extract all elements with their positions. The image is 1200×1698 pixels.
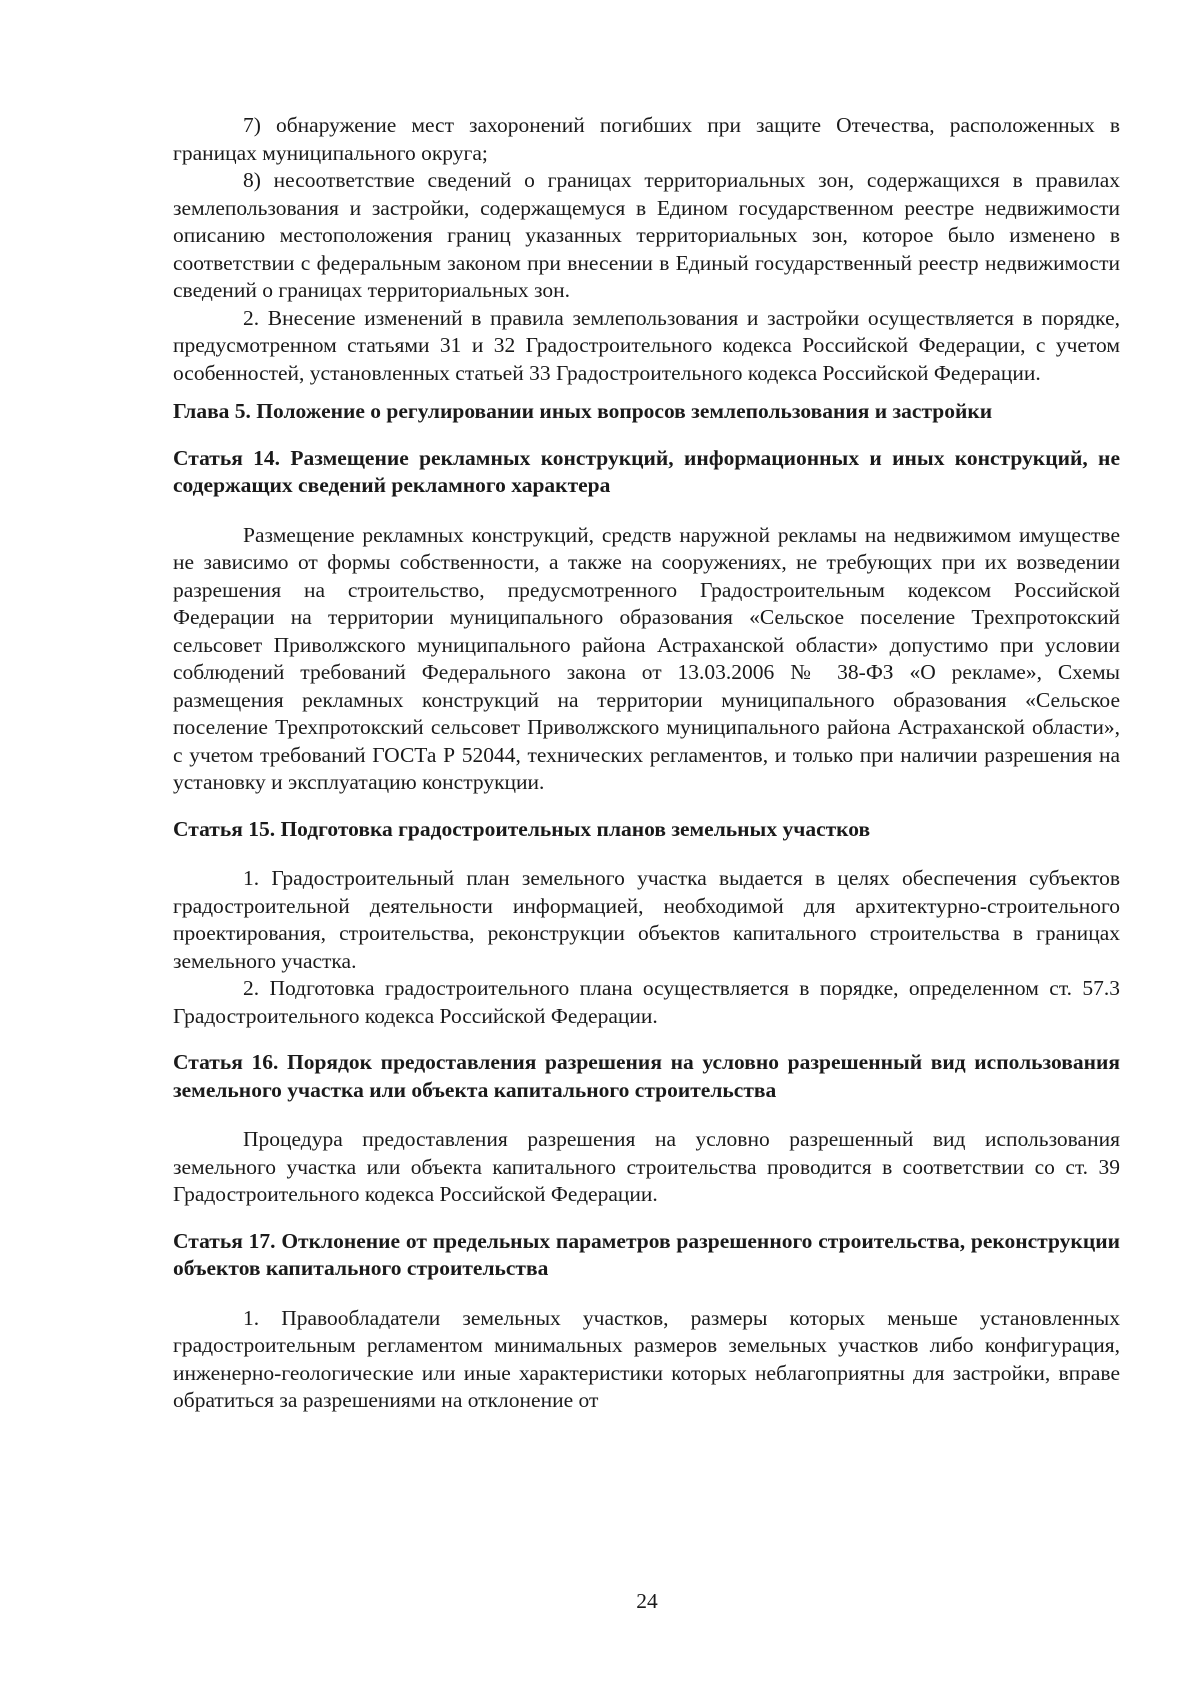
article-14-body: Размещение рекламных конструкций, средств наружной рекламы на недвижимом имуществе не зависимо от формы собственности, а также на сооружениях, не требующих при их возведении разрешения на строительство, предусмотренного Градостроительным кодексом Российской Федерации на территории муниципального образования «Сельское поселение Трехпротокский сельсовет Приволжского муниципального района Астраханской области» допустимо при условии соблюдений требований Федерального закона от 13.03.2006 № 38-ФЗ «О рекламе», Схемы размещения рекламных конструкций на территории муниципального образования «Сельское поселение Трехпротокский сельсовет Приволжского муниципального района Астраханской области», с учетом требований ГОСТа Р 52044, технических регламентов, и только при наличии разрешения на установку и эксплуатацию конструкции.	[173, 522, 1120, 794]
article-14-title: Статья 14. Размещение рекламных конструкций, информационных и иных конструкций, не содержащих сведений рекламного характера	[173, 445, 1120, 497]
paragraph-2-amendments: 2. Внесение изменений в правила землепользования и застройки осуществляется в порядке, предусмотренном статьями 31 и 32 Градостроительного кодекса Российской Федерации, с учетом особенностей, установленных статьей 33 Градостроительного кодекса Российской Федерации.	[173, 305, 1120, 385]
chapter-5-title: Глава 5. Положение о регулировании иных вопросов землепользования и застройки	[173, 399, 993, 423]
article-17-title: Статья 17. Отклонение от предельных параметров разрешенного строительства, реконструкции объектов капитального строительства	[173, 1228, 1120, 1280]
article-15-paragraph-2: 2. Подготовка градостроительного плана осуществляется в порядке, определенном ст. 57.3 Градостроительного кодекса Российской Федерации.	[173, 976, 1120, 1028]
page-number: 24	[636, 1589, 658, 1613]
paragraph-item-7: 7) обнаружение мест захоронений погибших при защите Отечества, расположенных в границах муниципального округа;	[173, 113, 1120, 165]
document-page	[173, 112, 1120, 1415]
paragraph-item-8: 8) несоответствие сведений о границах территориальных зон, содержащихся в правилах землепользования и застройки, содержащемуся в Едином государственном реестре недвижимости описанию местоположения границ указанных территориальных зон, которое было изменено в соответствии с федеральным законом при внесении в Единый государственный реестр недвижимости сведений о границах территориальных зон.	[173, 168, 1120, 302]
article-15-paragraph-1: 1. Градостроительный план земельного участка выдается в целях обеспечения субъектов градостроительной деятельности информацией, необходимой для архитектурно-строительного проектирования, строительства, реконструкции объектов капитального строительства в границах земельного участка.	[173, 866, 1120, 973]
article-15-title: Статья 15. Подготовка градостроительных планов земельных участков	[173, 816, 871, 841]
article-16-body: Процедура предоставления разрешения на условно разрешенный вид использования земельного участка или объекта капитального строительства проводится в соответствии со ст. 39 Градостроительного кодекса Российской Федерации.	[173, 1127, 1120, 1206]
article-17-paragraph-1: 1. Правообладатели земельных участков, размеры которых меньше установленных градостроительным регламентом минимальных размеров земельных участков либо конфигурация, инженерно-геологические или иные характеристики которых неблагоприятны для застройки, вправе обратиться за разрешениями на отклонение от	[173, 1305, 1120, 1412]
article-16-title: Статья 16. Порядок предоставления разрешения на условно разрешенный вид использования земельного участка или объекта капитального строительства	[173, 1050, 1120, 1102]
